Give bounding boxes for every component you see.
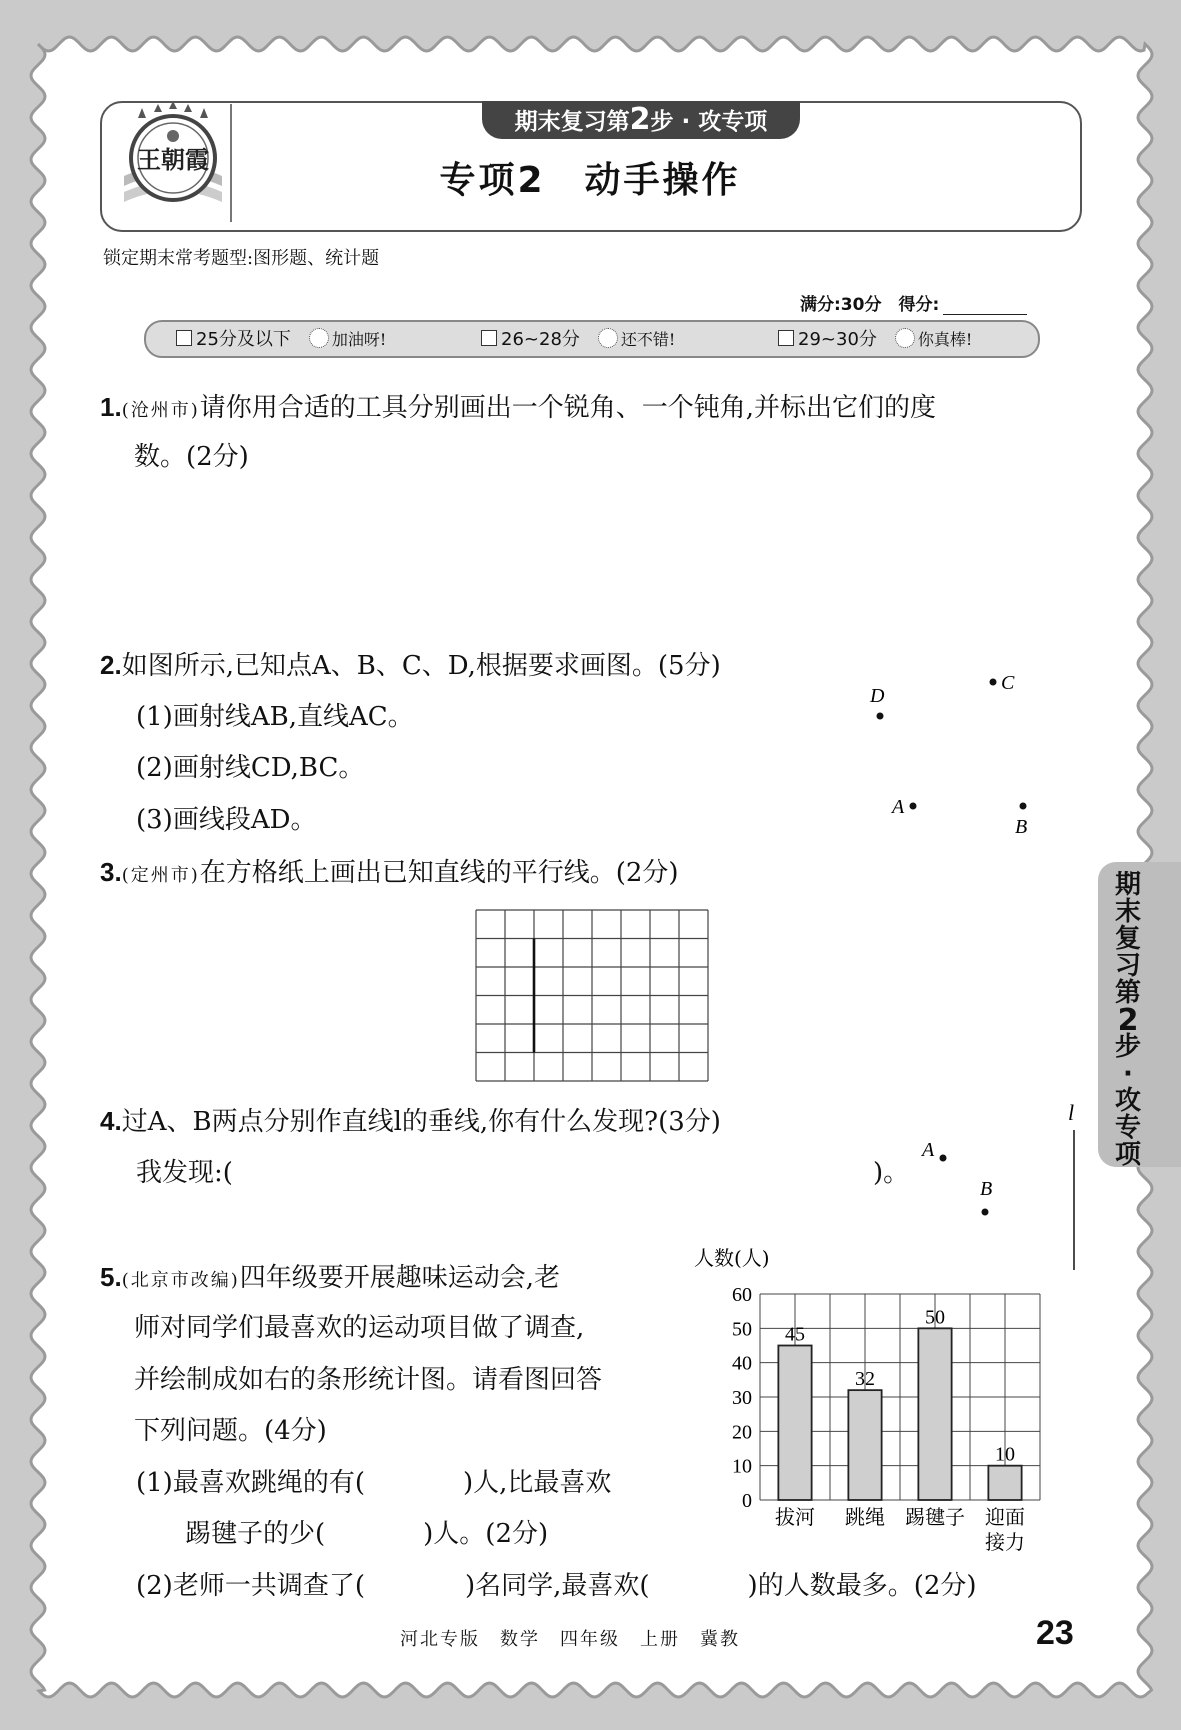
q5-s2a: (2)老师一共调查了( [136,1571,365,1601]
q2-part2: (2)画射线CD,BC。 [136,753,365,783]
header-divider [230,104,232,222]
score-label: 得分: [898,295,940,315]
eval-comment-3: 你真棒! [917,330,973,349]
point-B-label: B [980,1178,993,1200]
bar-value-label: 50 [925,1306,945,1329]
side-tab-char: 项 [1114,1140,1141,1170]
point-A[interactable] [910,803,917,810]
tab-suffix: 步 · 攻专项 [650,109,768,135]
page-title: 专项2 动手操作 [439,160,741,201]
q5-line1: 四年级要开展趣味运动会,老 [239,1263,560,1293]
q5-sub2 [136,1566,977,1606]
q5-s1a: (1)最喜欢跳绳的有( [136,1468,365,1498]
tab-prefix: 期末复习第 [514,109,630,135]
y-tick-label: 50 [732,1318,752,1341]
q5-number: 5. [100,1262,122,1292]
q4-stem: 过A、B两点分别作直线l的垂线,你有什么发现?(3分) [121,1107,721,1137]
point-C-label: C [1001,672,1015,694]
question-4 [100,1101,721,1142]
q5-s1d: )人。(2分) [423,1519,549,1549]
q5-line4: 下列问题。(4分) [134,1416,327,1446]
x-tick-label: 接力 [985,1530,1025,1554]
bar-value-label: 32 [855,1368,875,1391]
point-B[interactable] [1020,803,1027,810]
score-blank[interactable] [943,296,1027,315]
q5-sub1-cont [185,1514,548,1554]
point-A[interactable] [940,1155,947,1162]
eval-range-1: 25分及以下 [196,329,291,350]
x-tick-label: 拔河 [775,1505,815,1529]
side-tab-char: 末 [1114,897,1141,927]
bar-拔河 [778,1346,811,1501]
q5-source: (北京市改编) [121,1270,240,1291]
question-3 [100,852,679,896]
bar-跳绳 [848,1390,881,1500]
q5-s1c: 踢毽子的少( [185,1519,326,1549]
q2-part3: (3)画线段AD。 [136,805,317,835]
q4-found-label: 我发现:( [136,1158,233,1188]
q1-source: (沧州市) [121,400,200,421]
side-tab-char: · [1123,1059,1133,1089]
eval-item-3 [778,328,972,352]
q4-number: 4. [100,1106,122,1136]
evaluation-bar [144,320,1040,358]
q2-part1: (1)画射线AB,直线AC。 [136,702,414,732]
side-tab-char: 期 [1114,870,1141,900]
q3-stem: 在方格纸上画出已知直线的平行线。(2分) [199,858,679,888]
eval-item-1 [176,328,386,352]
point-A-label: A [922,1139,935,1161]
topic-subtitle: 锁定期末常考题型:图形题、统计题 [103,248,380,269]
y-tick-label: 0 [742,1490,752,1512]
bar-value-label: 45 [785,1323,805,1346]
side-tab-char: 攻 [1114,1086,1141,1116]
q2-number: 2. [100,650,122,680]
side-tab-char: 复 [1114,924,1141,954]
q4-found-close: )。 [873,1158,910,1188]
q5-s2c: )的人数最多。(2分) [747,1571,977,1601]
section-tab [482,101,800,139]
q2-point-diagram [850,660,1050,840]
bar-chart [690,1245,1090,1554]
eval-range-2: 26~28分 [501,329,580,350]
q5-line2: 师对同学们最喜欢的运动项目做了调查, [134,1313,585,1343]
eval-checkbox-2[interactable] [481,330,497,346]
q1-number: 1. [100,392,122,422]
q1-line2: 数。(2分) [134,442,249,472]
q5-line3: 并绘制成如右的条形统计图。请看图回答 [134,1365,603,1395]
point-B[interactable] [982,1209,989,1216]
page-number: 23 [1036,1614,1074,1652]
bar-迎面接力 [988,1466,1021,1500]
point-D[interactable] [877,713,884,720]
q2-stem: 如图所示,已知点A、B、C、D,根据要求画图。(5分) [121,651,721,681]
x-tick-label: 踢毽子 [905,1505,965,1529]
q3-number: 3. [100,857,122,887]
q5-sub1 [136,1463,611,1503]
eval-item-2 [481,328,675,352]
q3-source: (定州市) [121,865,200,886]
score-line [800,290,1027,315]
side-tab-char: 习 [1114,951,1141,981]
y-tick-label: 30 [732,1387,752,1409]
tab-number: 2 [629,102,651,137]
eval-comment-1: 加油呀! [331,330,387,349]
bar-踢毽子 [918,1328,951,1500]
x-tick-label: 跳绳 [845,1505,885,1529]
question-2 [100,645,721,686]
point-A-label: A [892,796,905,818]
q5-s1b: )人,比最喜欢 [462,1468,612,1498]
point-B-label: B [1015,816,1028,838]
eval-comment-2: 还不错! [620,330,676,349]
side-tab-char: 专 [1114,1113,1141,1143]
y-tick-label: 40 [732,1352,752,1375]
full-score: 满分:30分 [800,295,882,315]
point-D-label: D [870,685,885,707]
side-tab-text [1108,872,1148,1169]
side-tab-char: 第 [1114,978,1141,1008]
logo-seal [118,106,228,218]
bar-value-label: 10 [995,1443,1015,1466]
y-axis-label: 人数(人) [694,1246,770,1270]
q3-grid-paper[interactable] [474,908,708,1084]
line-l-label: l [1068,1100,1075,1125]
logo-text: 王朝霞 [137,145,209,174]
eval-checkbox-1[interactable] [176,330,192,346]
question-1 [100,387,936,431]
smiley-icon [598,328,618,348]
footer-text: 河北专版 数学 四年级 上册 冀教 [400,1629,740,1650]
side-tab-char: 2 [1117,1003,1139,1038]
q5-s2b: )名同学,最喜欢( [464,1571,650,1601]
point-C[interactable] [990,679,997,686]
q4-answer-blank[interactable] [260,1190,860,1191]
question-5 [100,1257,560,1301]
smiley-icon [309,328,329,348]
eval-checkbox-3[interactable] [778,330,794,346]
side-tab-char: 步 [1114,1032,1141,1062]
y-tick-label: 60 [732,1284,752,1306]
y-tick-label: 20 [732,1421,752,1444]
eval-range-3: 29~30分 [798,329,877,350]
y-tick-label: 10 [732,1455,752,1478]
smiley-icon [895,328,915,348]
x-tick-label: 迎面 [985,1505,1025,1529]
q1-line1: 请你用合适的工具分别画出一个锐角、一个钝角,并标出它们的度 [199,393,936,423]
